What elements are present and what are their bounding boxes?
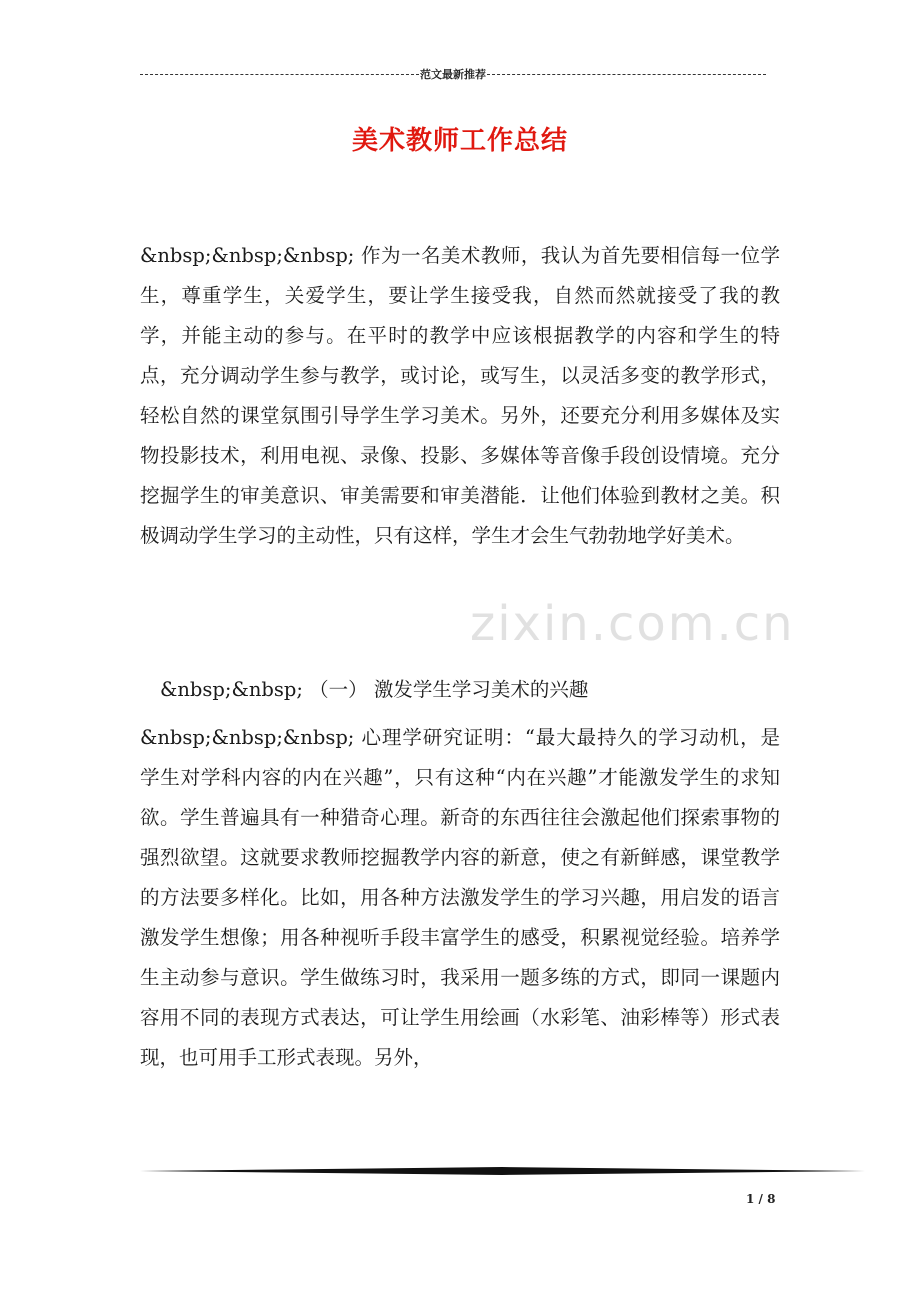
document-title: 美术教师工作总结 <box>351 126 568 156</box>
header-label: 范文最新推荐 <box>420 68 486 81</box>
footer-rule <box>140 1165 865 1177</box>
header-dash-left <box>140 74 419 75</box>
page-number: 1 / 8 <box>746 1192 776 1206</box>
paragraph-interest: &nbsp;&nbsp;&nbsp; 心理学研究证明：“最大最持久的学习动机，是学生对学科内容的内在兴趣”，只有这种“内在兴趣”才能激发学生的求知欲。学生普遍具有一种猎奇心理。新奇的东西往往会激起他们探索事物的强烈欲望。这就要求教师挖掘教学内容的新意，使之有新鲜感，课堂教学的方法要多样化。比如，用各种方法激发学生的学习兴趣，用启发的语言激发学生想像；用各种视听手段丰富学生的感受，积累视觉经验。培养学生主动参与意识。学生做练习时，我采用一题多练的方式，即同一课题内容用不同的表现方式表达，可让学生用绘画（水彩笔、油彩棒等）形式表现，也可用手工形式表现。另外， <box>140 726 780 1069</box>
running-header <box>140 66 766 82</box>
watermark: zixin.com.cn <box>470 596 795 652</box>
section-heading: &nbsp;&nbsp; （一） 激发学生学习美术的兴趣 <box>160 678 589 701</box>
paragraph-intro: &nbsp;&nbsp;&nbsp; 作为一名美术教师，我认为首先要相信每一位学生，尊重学生，关爱学生，要让学生接受我，自然而然就接受了我的教学，并能主动的参与。在平时的教学中应该根据教学的内容和学生的特点，充分调动学生参与教学，或讨论，或写生，以灵活多变的教学形式，轻松自然的课堂氛围引导学生学习美术。另外，还要充分利用多媒体及实物投影技术，利用电视、录像、投影、多媒体等音像手段创设情境。充分挖掘学生的审美意识、审美需要和审美潜能．让他们体验到教材之美。积极调动学生学习的主动性，只有这样，学生才会生气勃勃地学好美术。 <box>140 244 780 547</box>
header-dash-right <box>487 74 766 75</box>
